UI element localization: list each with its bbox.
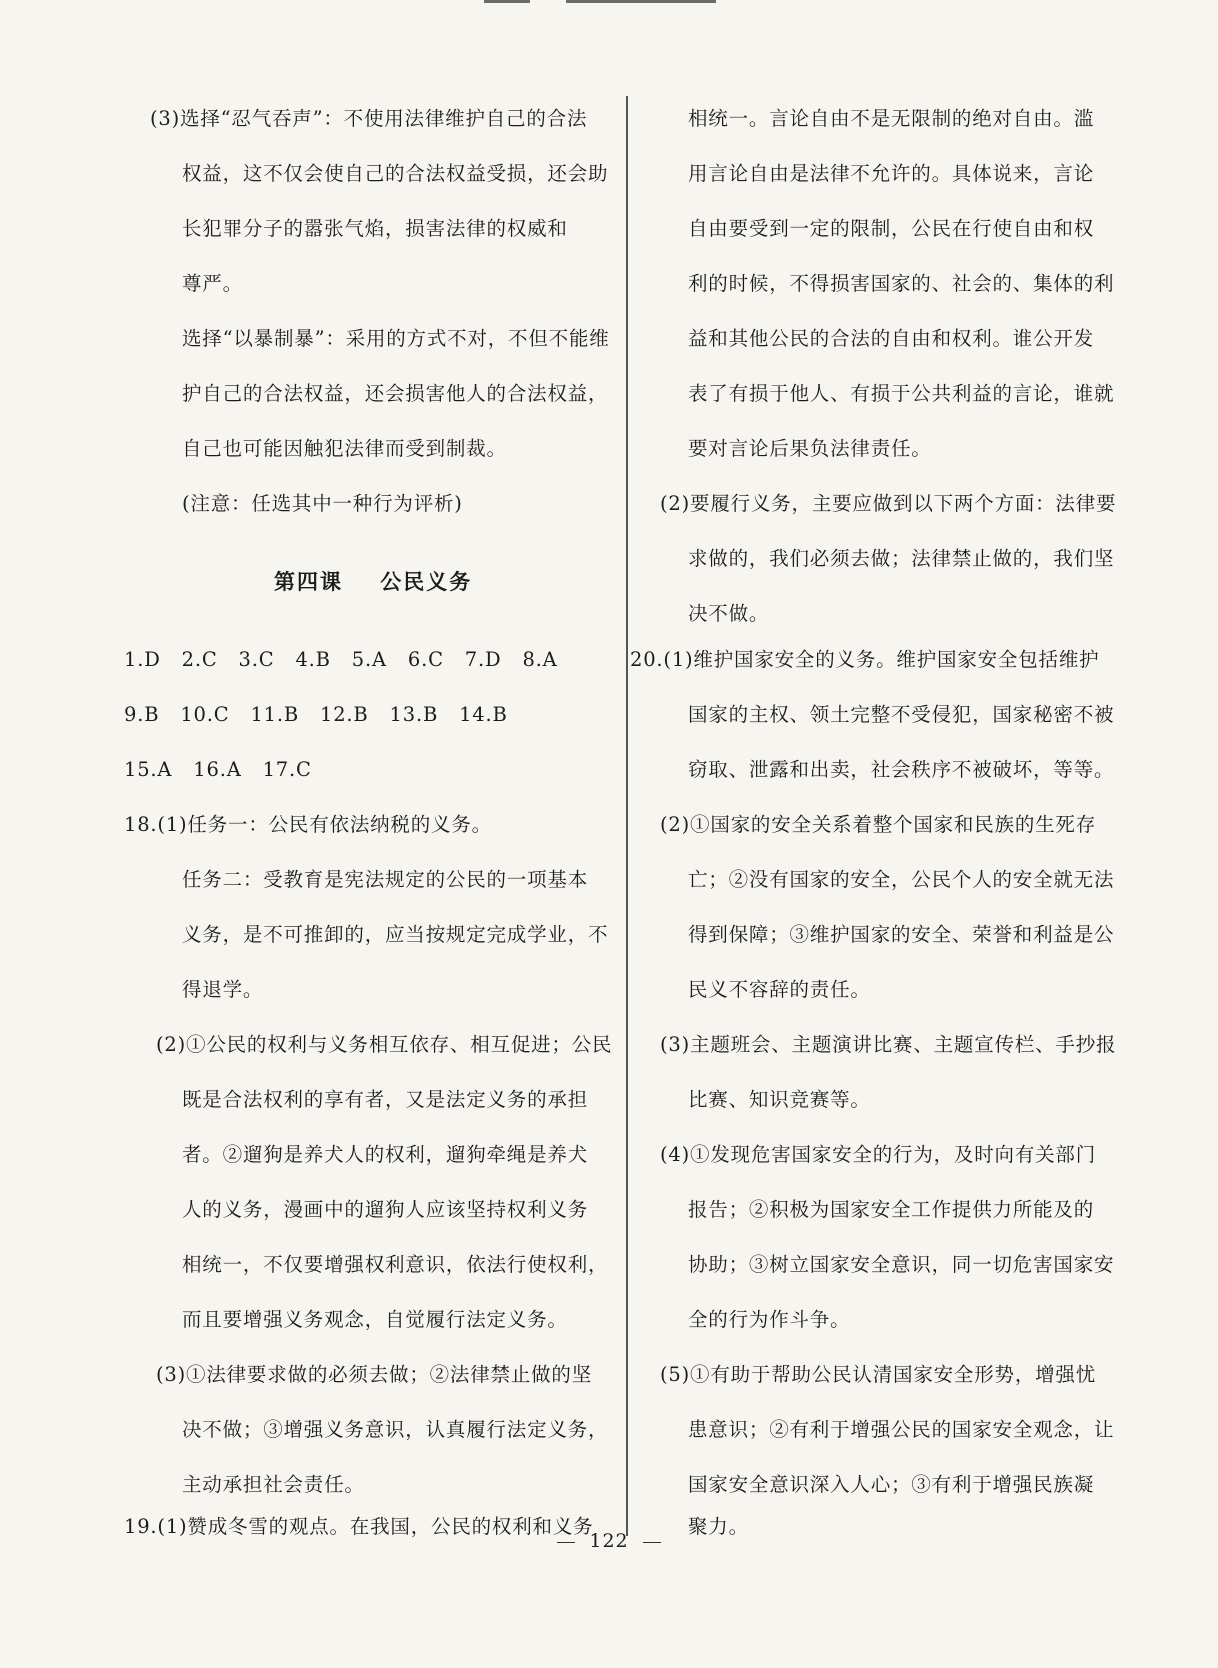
right-line-11: 20.(1)维护国家安全的义务。维护国家安全包括维护 [630,648,1100,671]
left-line-22: 而且要增强义务观念，自觉履行法定义务。 [182,1308,568,1331]
left-line-14: 任务二：受教育是宪法规定的公民的一项基本 [182,868,589,891]
right-line-1: 相统一。言论自由不是无限制的绝对自由。滥 [688,107,1095,130]
left-line-13: 18.(1)任务一：公民有依法纳税的义务。 [124,813,492,836]
left-line-26: 19.(1)赞成冬雪的观点。在我国，公民的权利和义务 [124,1515,594,1538]
right-line-7: 要对言论后果负法律责任。 [688,437,932,460]
right-line-20: (4)①发现危害国家安全的行为，及时向有关部门 [660,1143,1097,1166]
left-line-23: (3)①法律要求做的必须去做；②法律禁止做的坚 [156,1363,593,1386]
left-line-3: 长犯罪分子的嚣张气焰，损害法律的权威和 [182,217,568,240]
left-line-17: (2)①公民的权利与义务相互依存、相互促进；公民 [156,1033,613,1056]
right-line-21: 报告；②积极为国家安全工作提供力所能及的 [688,1198,1095,1221]
left-line-19: 者。②遛狗是养犬人的权利，遛狗牵绳是养犬 [182,1143,589,1166]
right-line-15: 亡；②没有国家的安全，公民个人的安全就无法 [688,868,1115,891]
right-line-5: 益和其他公民的合法的自由和权利。谁公开发 [688,327,1095,350]
right-line-19: 比赛、知识竞赛等。 [688,1088,871,1111]
right-line-2: 用言论自由是法律不允许的。具体说来，言论 [688,162,1095,185]
right-line-12: 国家的主权、领土完整不受侵犯，国家秘密不被 [688,703,1115,726]
right-line-25: 患意识；②有利于增强公民的国家安全观念，让 [688,1418,1115,1441]
left-line-18: 既是合法权利的享有者，又是法定义务的承担 [182,1088,589,1111]
page-footer [0,1530,1218,1552]
column-divider [626,96,628,1536]
answer-row-3: 15.A 16.A 17.C [124,758,312,781]
left-line-7: 自己也可能因触犯法律而受到制裁。 [182,437,507,460]
right-line-24: (5)①有助于帮助公民认清国家安全形势，增强忧 [660,1363,1097,1386]
right-line-9: 求做的，我们必须去做；法律禁止做的，我们坚 [688,547,1115,570]
right-line-14: (2)①国家的安全关系着整个国家和民族的生死存 [660,813,1097,836]
right-line-18: (3)主题班会、主题演讲比赛、主题宣传栏、手抄报 [660,1033,1117,1056]
left-line-15: 义务，是不可推卸的，应当按规定完成学业，不 [182,923,609,946]
right-line-8: (2)要履行义务，主要应做到以下两个方面：法律要 [660,492,1117,515]
left-line-20: 人的义务，漫画中的遛狗人应该坚持权利义务 [182,1198,589,1221]
top-scan-mark-right [566,0,716,3]
page-number: 122 [589,1530,629,1552]
left-line-8: (注意：任选其中一种行为评析) [182,492,463,515]
top-scan-mark-left [484,0,530,3]
right-line-16: 得到保障；③维护国家的安全、荣誉和利益是公 [688,923,1115,946]
left-line-6: 护自己的合法权益，还会损害他人的合法权益， [182,382,609,405]
right-line-23: 全的行为作斗争。 [688,1308,851,1331]
right-line-17: 民义不容辞的责任。 [688,978,871,1001]
left-line-25: 主动承担社会责任。 [182,1473,365,1496]
footer-dash-left [557,1542,575,1543]
right-line-26: 国家安全意识深入人心；③有利于增强民族凝 [688,1473,1095,1496]
answer-row-2: 9.B 10.C 11.B 12.B 13.B 14.B [124,703,508,726]
right-line-13: 窃取、泄露和出卖，社会秩序不被破坏，等等。 [688,758,1115,781]
left-line-24: 决不做；③增强义务意识，认真履行法定义务， [182,1418,609,1441]
right-line-22: 协助；③树立国家安全意识，同一切危害国家安 [688,1253,1115,1276]
answer-row-1: 1.D 2.C 3.C 4.B 5.A 6.C 7.D 8.A [124,648,558,671]
footer-dash-right [643,1542,661,1543]
left-line-1: (3)选择“忍气吞声”：不使用法律维护自己的合法 [150,107,588,130]
section-title: 第四课 公民义务 [274,569,473,594]
right-line-10: 决不做。 [688,602,770,625]
left-line-4: 尊严。 [182,272,243,295]
right-line-6: 表了有损于他人、有损于公共利益的言论，谁就 [688,382,1115,405]
left-line-16: 得退学。 [182,978,264,1001]
left-line-2: 权益，这不仅会使自己的合法权益受损，还会助 [182,162,609,185]
right-line-3: 自由要受到一定的限制，公民在行使自由和权 [688,217,1095,240]
right-line-27: 聚力。 [688,1515,749,1538]
left-line-5: 选择“以暴制暴”：采用的方式不对，不但不能维 [182,327,610,350]
left-line-21: 相统一，不仅要增强权利意识，依法行使权利， [182,1253,609,1276]
right-line-4: 利的时候，不得损害国家的、社会的、集体的利 [688,272,1115,295]
